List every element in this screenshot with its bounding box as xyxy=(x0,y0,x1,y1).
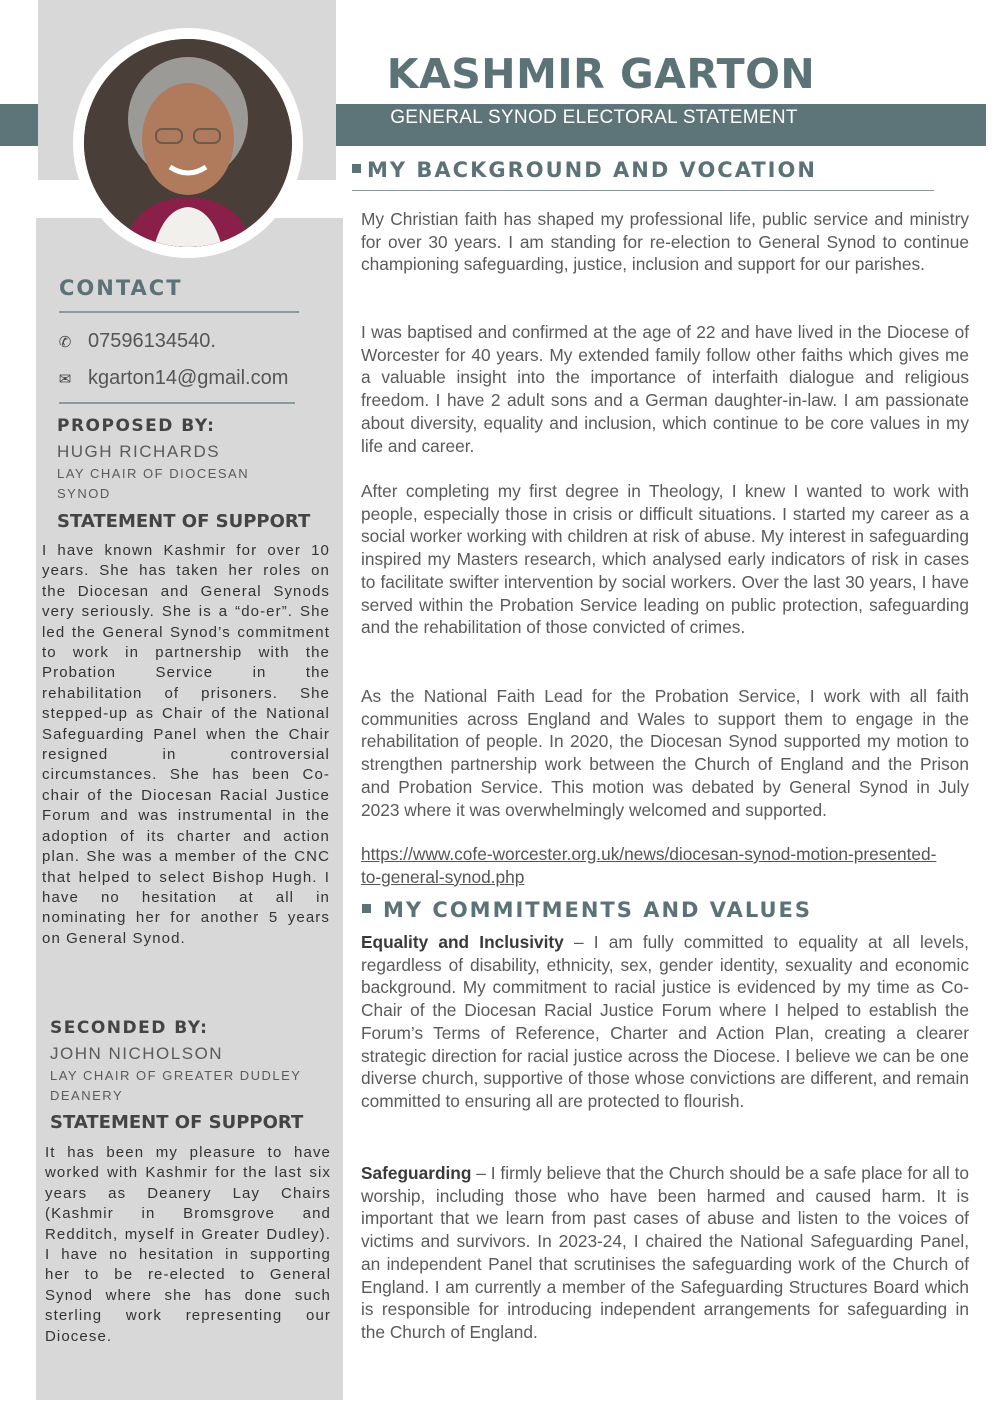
equality-paragraph xyxy=(361,931,969,1113)
contact-divider-bottom xyxy=(59,402,295,404)
profile-photo xyxy=(84,39,292,247)
bullet-square-icon xyxy=(362,904,371,913)
contact-title: CONTACT xyxy=(59,276,183,300)
phone-icon: ✆ xyxy=(58,333,72,351)
support-title-2: STATEMENT OF SUPPORT xyxy=(50,1112,304,1133)
paragraph-4: As the National Faith Lead for the Probation Service, I work with all faith communities across England and Wales to support them to engage in the rehabilitation of people. In 2020, the Diocesan Synod supported my motion to strengthen partnership work between the Church of England and the Prison and Probation Service. This motion was debated by General Synod in July 2023 where it was overwhelmingly welcomed and supported. xyxy=(361,686,969,820)
paragraph-3: After completing my first degree in Theology, I knew I wanted to work with people, especially those in crisis or difficult situations. I started my career as a social worker working with children at risk of abuse. My interest in safeguarding inspired my Masters research, which analysed early indicators of risk in cases to facilitate swifter intervention by social workers. Over the last 30 years, I have served within the Probation Service leading on public protection, safeguarding and the rehabilitation of those convicted of crimes. xyxy=(361,481,969,638)
support-text-1: I have known Kashmir for over 10 years. She has taken her roles on the Diocesan and General Synods very seriously. She is a “do-er”. She led the General Synod’s commitment to work in partnership with the Probation Service in the rehabilitation of prisoners. She stepped-up as Chair of the National Safeguarding Panel when the Chair resigned in controversial circumstances. She has been Co-chair of the Diocesan Racial Justice Forum and was instrumental in the adoption of its charter and action plan. She was a member of the CNC that helped to select Bishop Hugh. I have no hesitation at all in nominating her for another 5 years on General Synod. xyxy=(42,542,330,947)
seconded-by-title: SECONDED BY: xyxy=(50,1018,209,1038)
safeguarding-label: Safeguarding xyxy=(361,1163,472,1183)
motion-link-wrap xyxy=(361,843,941,888)
section-background-divider xyxy=(352,190,934,191)
proposer-role: LAY CHAIR OF DIOCESAN SYNOD xyxy=(57,466,250,501)
section-background-title xyxy=(352,158,817,182)
phone-line xyxy=(56,330,216,353)
header-band-left xyxy=(0,104,38,146)
contact-divider xyxy=(59,311,299,313)
section-commitments-label: MY COMMITMENTS AND VALUES xyxy=(383,898,812,922)
bullet-square-icon xyxy=(352,164,361,173)
email-address[interactable]: kgarton14@gmail.com xyxy=(88,367,289,389)
phone-number[interactable]: 07596134540. xyxy=(88,330,216,352)
candidate-name: KASHMIR GARTON xyxy=(386,50,816,98)
section-background-label: MY BACKGROUND AND VOCATION xyxy=(367,158,817,182)
seconder-role: LAY CHAIR OF GREATER DUDLEY DEANERY xyxy=(50,1068,302,1103)
motion-link[interactable]: https://www.cofe-worcester.org.uk/news/diocesan-synod-motion-presented-to-general-synod.php xyxy=(361,844,937,887)
email-line xyxy=(56,367,288,390)
support-title-1: STATEMENT OF SUPPORT xyxy=(57,511,311,532)
paragraph-2: I was baptised and confirmed at the age of 22 and have lived in the Diocese of Worcester for 40 years. My extended family follow other faiths which gives me a valuable insight into the importance of interfaith dialogue and religious freedom. I have 2 adult sons and a German daughter-in-law. I am passionate about diversity, equality and inclusion, which continue to be core values in my life and career. xyxy=(361,322,969,456)
document-subtitle: GENERAL SYNOD ELECTORAL STATEMENT xyxy=(390,107,798,128)
support-text-2: It has been my pleasure to have worked with Kashmir for the last six years as Deanery Lay Chairs (Kashmir in Bromsgrove and Redditch, myself in Greater Dudley). I have no hesitation in supporting her to be re-elected to General Synod where she has done such sterling work representing our Diocese. xyxy=(45,1144,331,1345)
safeguarding-text: – I firmly believe that the Church should be a safe place for all to worship, including those who have been harmed and caused harm. It is important that we learn from past cases of abuse and listen to the voices of victims and survivors. In 2023-24, I chaired the National Safeguarding Panel, an independent Panel that scrutinises the safeguarding work of the Church of England. I am currently a member of the Safeguarding Structures Board which is responsible for introducing independent arrangements for safeguarding in the Church of England. xyxy=(361,1163,969,1342)
profile-photo-frame xyxy=(73,28,303,258)
proposer-name: HUGH RICHARDS xyxy=(57,442,221,461)
section-commitments-title xyxy=(362,898,812,922)
portrait-illustration xyxy=(84,39,292,247)
paragraph-1: My Christian faith has shaped my professional life, public service and ministry for over 30 years. I am standing for re-election to General Synod to continue championing safeguarding, justice, inclusion and support for our parishes. xyxy=(361,209,969,275)
safeguarding-paragraph xyxy=(361,1162,969,1344)
equality-text: – I am fully committed to equality at all levels, regardless of disability, ethnicity, sex, gender identity, sexuality and economic background. My commitment to racial justice is evidenced by my time as Co-Chair of the Diocesan Racial Justice Forum where I helped to establish the Forum’s Terms of Reference, Charter and Action Plan, creating a clearer strategic direction for racial justice across the Diocese. I believe we can be one diverse church, supportive of those whose convictions are different, and remain committed to ensuring all are protected to flourish. xyxy=(361,932,969,1111)
proposed-by-title: PROPOSED BY: xyxy=(57,416,216,436)
seconder-name: JOHN NICHOLSON xyxy=(50,1044,224,1063)
equality-label: Equality and Inclusivity xyxy=(361,932,564,952)
email-icon: ✉ xyxy=(58,370,72,388)
